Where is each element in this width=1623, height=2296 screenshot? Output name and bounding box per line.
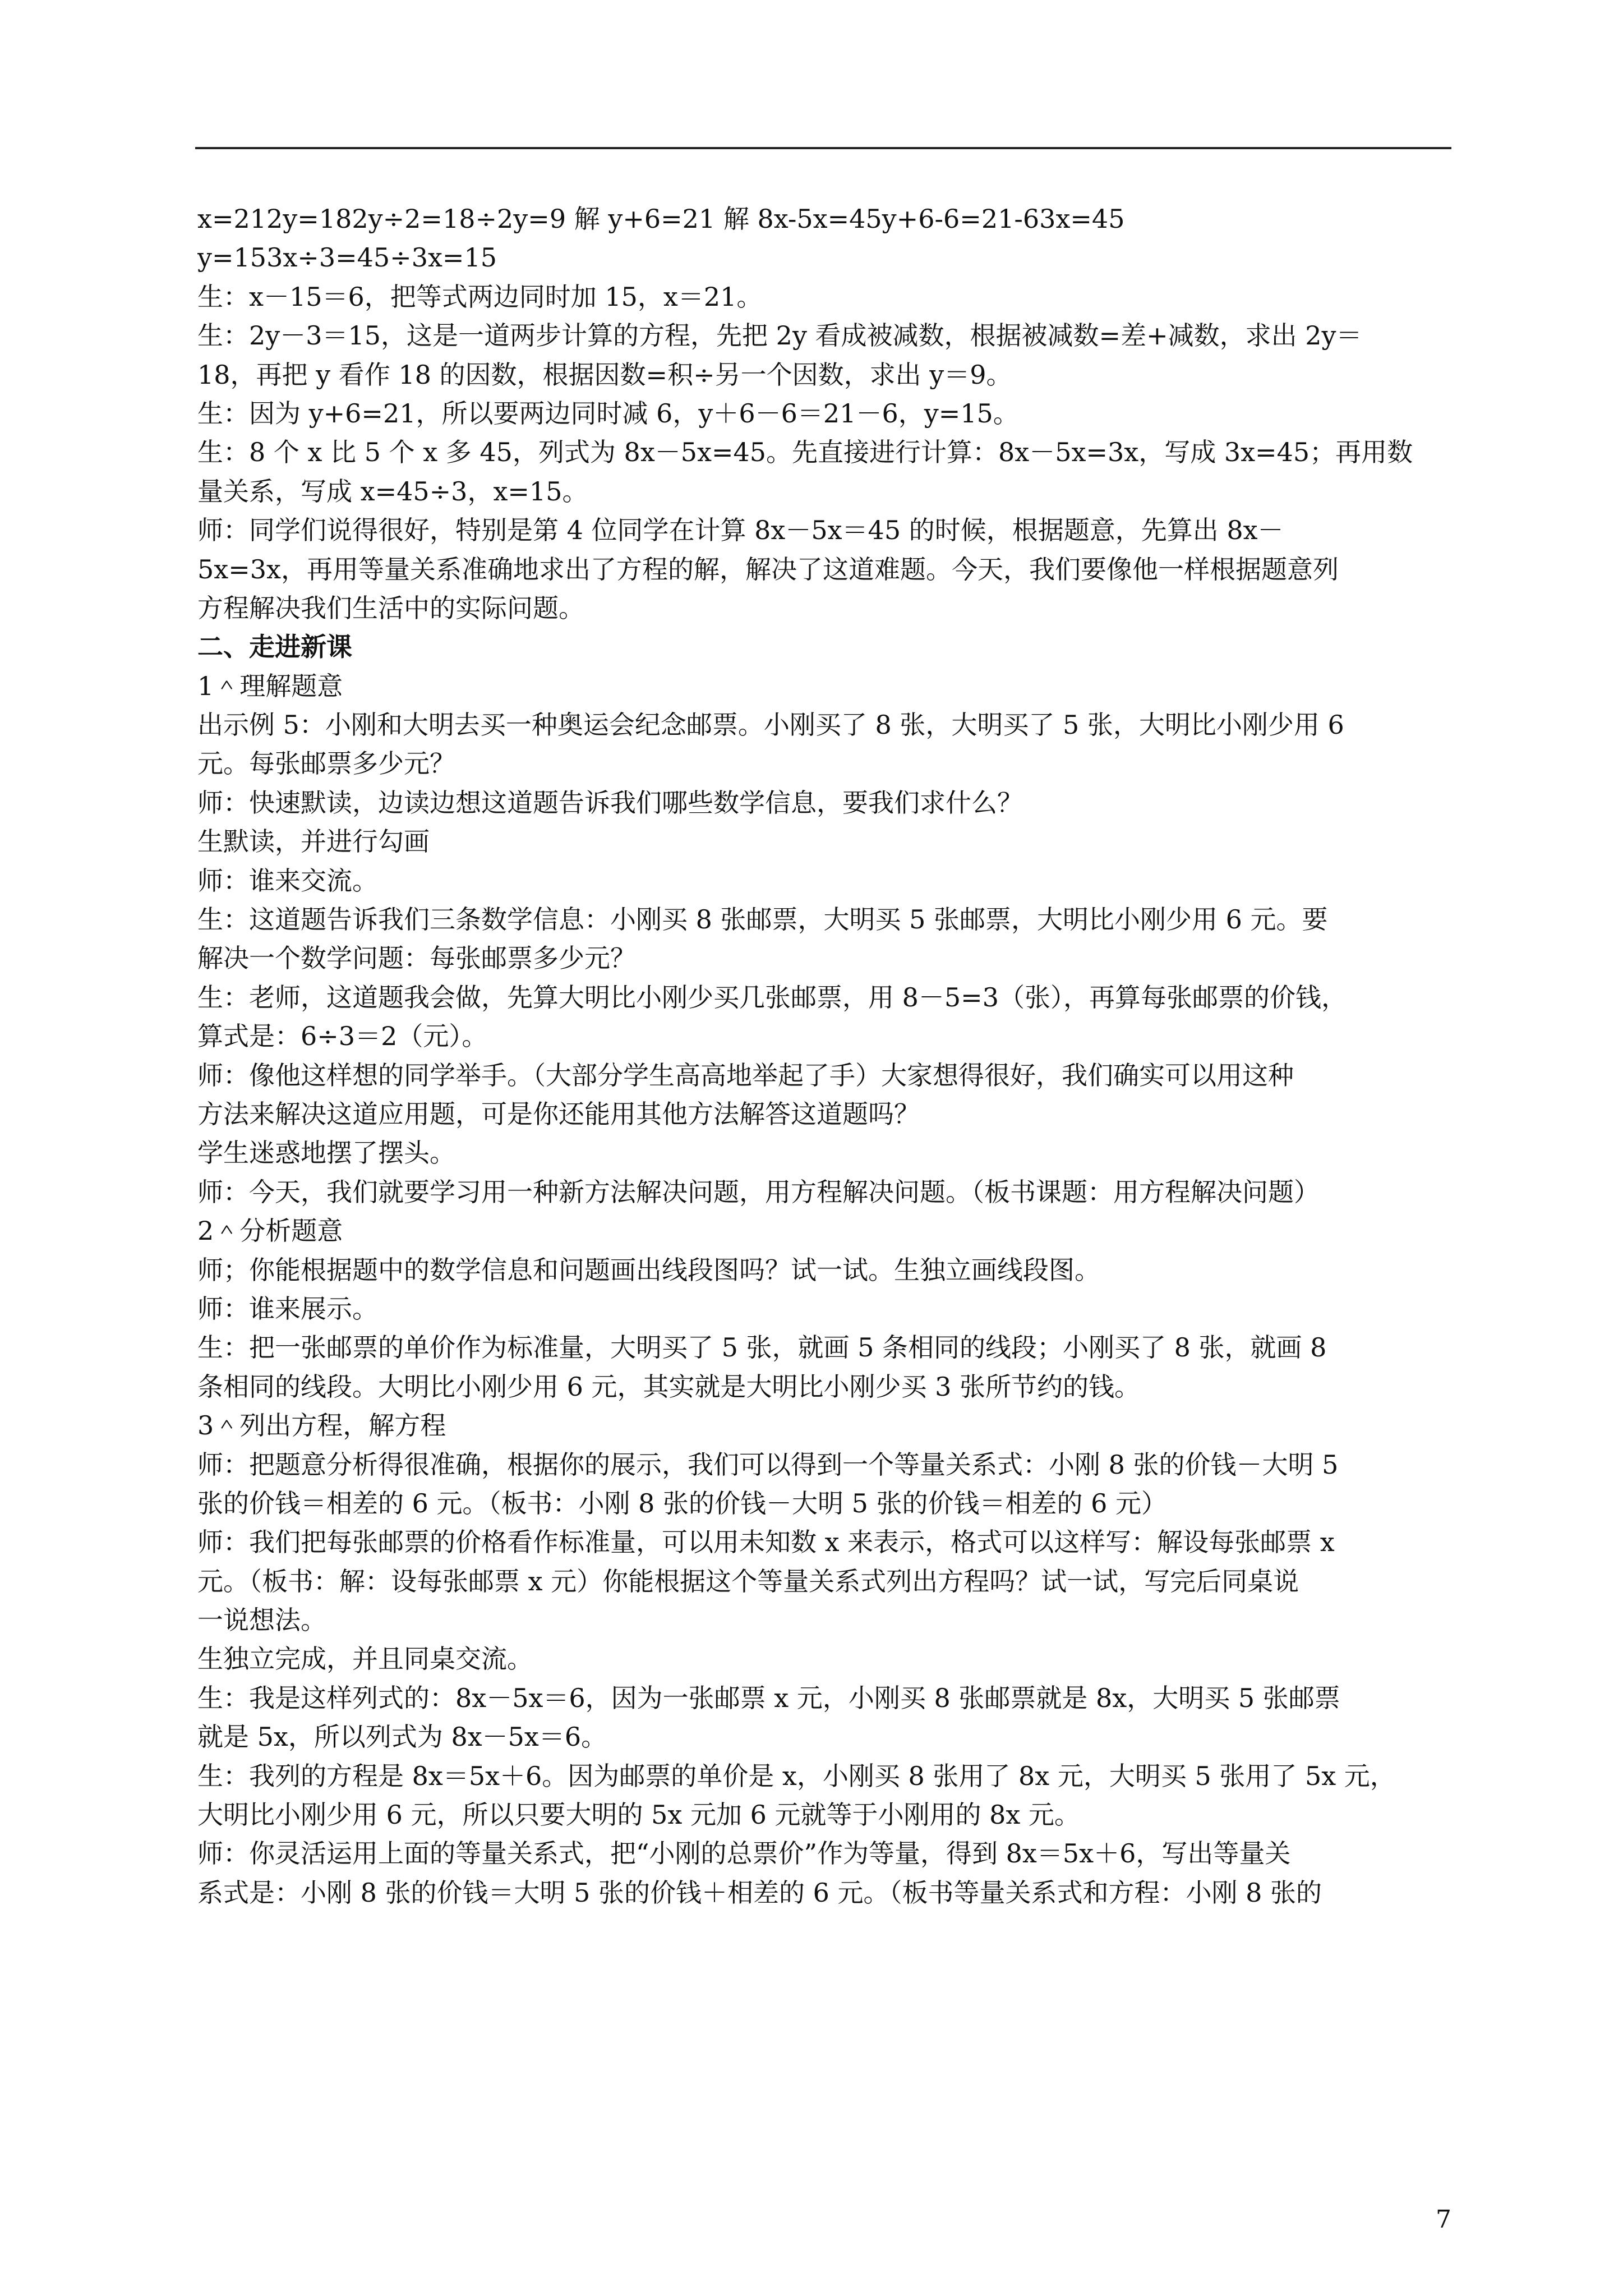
text-line: 5x=3x，再用等量关系准确地求出了方程的解，解决了这道难题。今天，我们要像他一样根据题意列 [197,554,1339,585]
header-rule [195,147,1451,149]
text-line: 条相同的线段。大明比小刚少用 6 元，其实就是大明比小刚少买 3 张所节约的钱。 [197,1371,1141,1402]
text-line: 量关系，写成 x=45÷3，x=15。 [197,476,588,507]
text-line: 生：我列的方程是 8x＝5x＋6。因为邮票的单价是 x，小刚买 8 张用了 8x 元，大明买 5 张用了 5x 元， [197,1760,1396,1791]
text-line: 生：把一张邮票的单价作为标准量，大明买了 5 张，就画 5 条相同的线段；小刚买了 8 张，就画 8 [197,1332,1327,1363]
text-line: 生：我是这样列式的：8x－5x＝6，因为一张邮票 x 元，小刚买 8 张邮票就是 8x，大明买 5 张邮票 [197,1682,1340,1713]
text-line: 大明比小刚少用 6 元，所以只要大明的 5x 元加 6 元就等于小刚用的 8x 元。 [197,1800,1080,1830]
text-line: 学生迷惑地摆了摆头。 [197,1138,455,1168]
text-line: 师：今天，我们就要学习用一种新方法解决问题，用方程解决问题。（板书课题：用方程解决问题） [197,1176,1320,1207]
text-line: 生：8 个 x 比 5 个 x 多 45，列式为 8x－5x=45。先直接进行计算：8x－5x=3x，写成 3x=45；再用数 [197,437,1413,468]
text-line: 元。每张邮票多少元？ [197,748,455,779]
text-line: 方程解决我们生活中的实际问题。 [197,592,584,623]
text-line: 师：谁来展示。 [197,1293,378,1324]
text-line: 生独立完成，并且同桌交流。 [197,1644,533,1674]
text-line: 生：老师，这道题我会做，先算大明比小刚少买几张邮票，用 8－5=3（张），再算每张邮票的价钱， [197,982,1347,1013]
text-line: 解决一个数学问题：每张邮票多少元？ [197,943,636,974]
text-line: 算式是：6÷3＝2（元）。 [197,1021,488,1052]
page-number: 7 [1436,2205,1451,2234]
section-heading: 二、走进新课 [197,632,352,662]
text-line: 生：2y－3＝15，这是一道两步计算的方程，先把 2y 看成被减数，根据被减数=差+减数，求出 2y＝ [197,320,1362,351]
text-line: 师：谁来交流。 [197,865,378,896]
document-body [197,200,1454,1912]
text-line: 生：这道题告诉我们三条数学信息：小刚买 8 张邮票，大明买 5 张邮票，大明比小刚少用 6 元。要 [197,904,1328,935]
text-line: 张的价钱＝相差的 6 元。（板书：小刚 8 张的价钱－大明 5 张的价钱＝相差的 6 元） [197,1488,1168,1519]
text-line: 师：快速默读，边读边想这道题告诉我们哪些数学信息，要我们求什么？ [197,787,1023,818]
text-line: 3＾列出方程，解方程 [197,1410,446,1441]
text-line: 师；你能根据题中的数学信息和问题画出线段图吗？试一试。生独立画线段图。 [197,1254,1100,1285]
text-line: 2＾分析题意 [197,1216,343,1246]
text-line: 师：你灵活运用上面的等量关系式，把“小刚的总票价”作为等量，得到 8x＝5x＋6，写出等量关 [197,1838,1291,1869]
text-line: 18，再把 y 看作 18 的因数，根据因数=积÷另一个因数，求出 y＝9。 [197,359,1012,390]
text-line: 师：我们把每张邮票的价格看作标准量，可以用未知数 x 来表示，格式可以这样写：解设每张邮票 x [197,1527,1335,1558]
text-line: 方法来解决这道应用题，可是你还能用其他方法解答这道题吗？ [197,1098,920,1129]
text-line: 师：像他这样想的同学举手。（大部分学生高高地举起了手）大家想得很好，我们确实可以用这种 [197,1060,1294,1091]
text-line: 师：把题意分析得很准确，根据你的展示，我们可以得到一个等量关系式：小刚 8 张的价钱－大明 5 [197,1449,1339,1480]
text-line: 出示例 5：小刚和大明去买一种奥运会纪念邮票。小刚买了 8 张，大明买了 5 张，大明比小刚少用 6 [197,710,1344,740]
text-line: 一说想法。 [197,1605,326,1636]
text-line: y=153x÷3=45÷3x=15 [197,242,497,273]
text-line: x=212y=182y÷2=18÷2y=9 解 y+6=21 解 8x-5x=45y+6-6=21-63x=45 [197,204,1125,234]
text-line: 生默读，并进行勾画 [197,826,430,857]
text-line: 系式是：小刚 8 张的价钱＝大明 5 张的价钱＋相差的 6 元。（板书等量关系式和方程：小刚 8 张的 [197,1877,1322,1908]
text-line: 就是 5x，所以列式为 8x－5x＝6。 [197,1722,607,1752]
text-line: 元。（板书：解：设每张邮票 x 元）你能根据这个等量关系式列出方程吗？试一试，写完后同桌说 [197,1566,1299,1596]
text-line: 1＾理解题意 [197,670,343,701]
text-line: 生：x－15＝6，把等式两边同时加 15，x＝21。 [197,281,763,312]
text-line: 师：同学们说得很好，特别是第 4 位同学在计算 8x－5x＝45 的时候，根据题意，先算出 8x－ [197,515,1284,546]
text-line: 生：因为 y+6=21，所以要两边同时减 6，y＋6－6＝21－6，y=15。 [197,398,1019,429]
